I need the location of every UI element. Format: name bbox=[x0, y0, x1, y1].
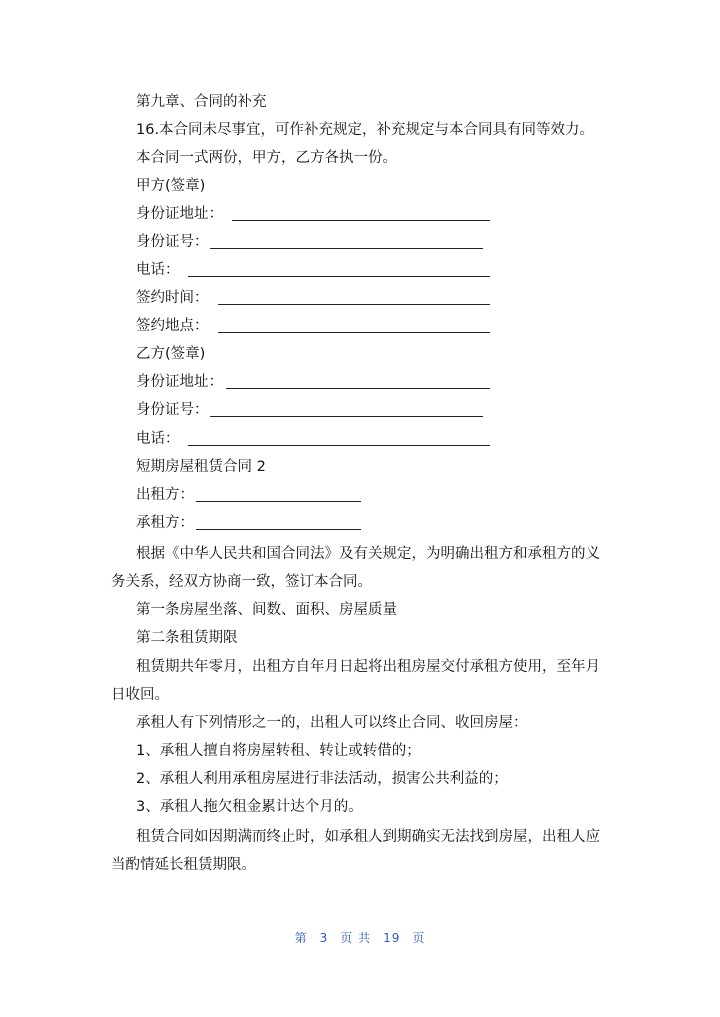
term-line-2: 日收回。 bbox=[111, 687, 169, 703]
party-a-id-address-label: 身份证地址： bbox=[136, 206, 223, 222]
party-b-phone-label: 电话： bbox=[136, 431, 180, 447]
termination-item-2: 2、承租人利用承租房屋进行非法活动，损害公共利益的； bbox=[136, 771, 508, 787]
footer-suffix: 页 bbox=[412, 931, 426, 945]
article-2: 第二条租赁期限 bbox=[136, 630, 238, 646]
footer-middle: 页 共 bbox=[340, 931, 372, 945]
lessor-label: 出租方： bbox=[136, 487, 194, 503]
contract2-title: 短期房屋租赁合同 2 bbox=[136, 459, 266, 475]
lessee-label: 承租方： bbox=[136, 515, 194, 531]
expiry-line-2: 当酌情延长租赁期限。 bbox=[111, 857, 256, 873]
party-a-id-number-blank bbox=[210, 248, 483, 249]
footer-total-pages: 19 bbox=[383, 931, 401, 945]
copies-clause: 本合同一式两份，甲方，乙方各执一份。 bbox=[136, 150, 397, 166]
term-line-1: 租赁期共年零月，出租方自年月日起将出租房屋交付承租方使用，至年月 bbox=[136, 659, 600, 675]
termination-item-3: 3、承租人拖欠租金累计达个月的。 bbox=[136, 799, 363, 815]
party-a-id-number-label: 身份证号： bbox=[136, 234, 209, 250]
party-a-phone-blank bbox=[188, 276, 490, 277]
intro-line-2: 务关系，经双方协商一致，签订本合同。 bbox=[111, 574, 372, 590]
footer-prefix: 第 bbox=[294, 931, 308, 945]
expiry-line-1: 租赁合同如因期满而终止时，如承租人到期确实无法找到房屋，出租人应 bbox=[136, 829, 600, 845]
lessee-blank bbox=[196, 529, 361, 530]
footer-page-number: 3 bbox=[319, 931, 329, 945]
termination-intro: 承租人有下列情形之一的，出租人可以终止合同、收回房屋： bbox=[136, 715, 528, 731]
termination-item-1: 1、承租人擅自将房屋转租、转让或转借的； bbox=[136, 743, 421, 759]
lessor-blank bbox=[196, 501, 361, 502]
party-b-phone-blank bbox=[188, 445, 490, 446]
party-a-phone-label: 电话： bbox=[136, 262, 180, 278]
party-b-id-address-blank bbox=[226, 388, 490, 389]
page-footer bbox=[0, 929, 720, 946]
party-a-sign-time-label: 签约时间： bbox=[136, 290, 209, 306]
party-b-id-number-blank bbox=[210, 416, 483, 417]
party-a-sign-place-blank bbox=[218, 332, 490, 333]
party-a-sign-time-blank bbox=[218, 304, 490, 305]
party-b-heading: 乙方(签章) bbox=[136, 346, 206, 362]
chapter-title: 第九章、合同的补充 bbox=[136, 94, 267, 110]
party-a-heading: 甲方(签章) bbox=[136, 178, 206, 194]
intro-line-1: 根据《中华人民共和国合同法》及有关规定，为明确出租方和承租方的义 bbox=[136, 546, 600, 562]
party-a-id-address-blank bbox=[232, 220, 490, 221]
clause-16: 16.本合同未尽事宜，可作补充规定，补充规定与本合同具有同等效力。 bbox=[136, 122, 595, 138]
party-b-id-number-label: 身份证号： bbox=[136, 402, 209, 418]
party-b-id-address-label: 身份证地址： bbox=[136, 374, 223, 390]
article-1: 第一条房屋坐落、间数、面积、房屋质量 bbox=[136, 602, 397, 618]
party-a-sign-place-label: 签约地点： bbox=[136, 318, 209, 334]
